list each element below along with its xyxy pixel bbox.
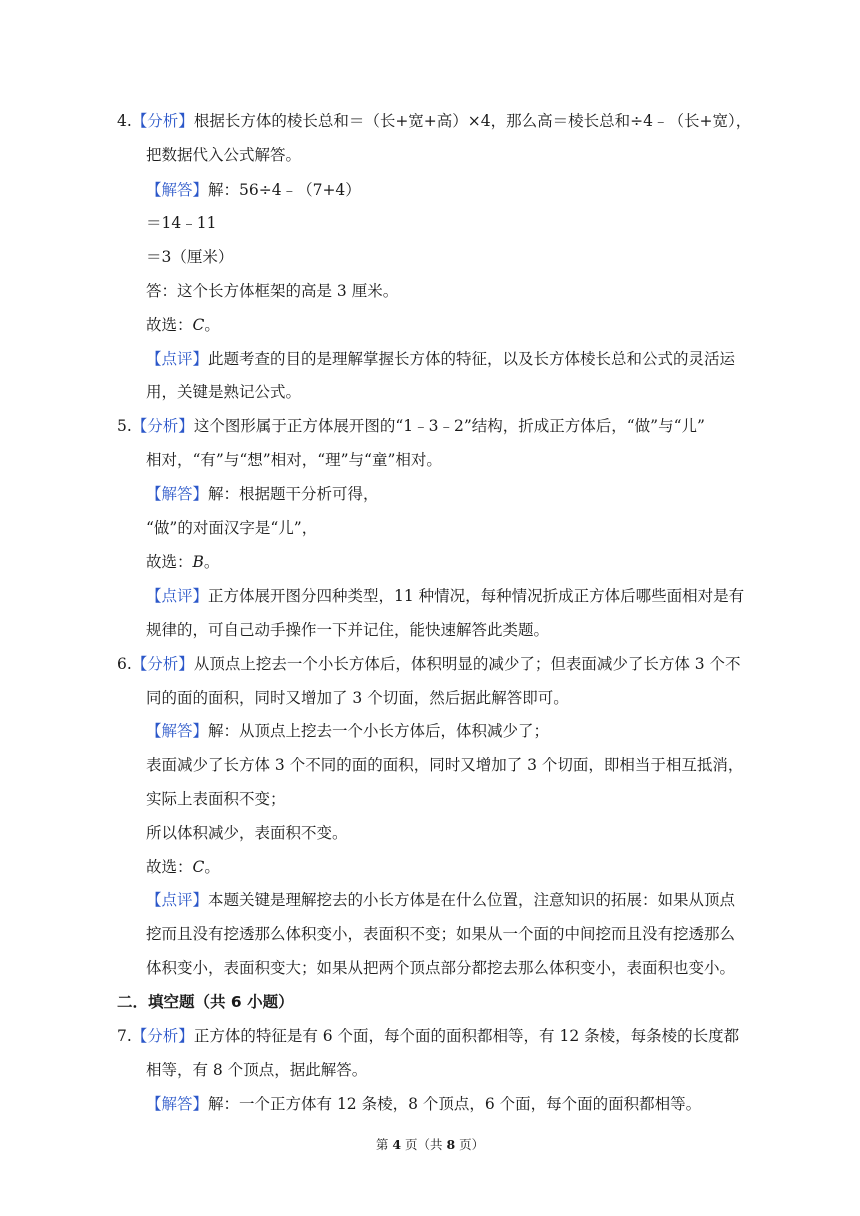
q7-answer-text: 解：一个正方体有 12 条棱，8 个顶点，6 个面，每个面的面积都相等。 [208,1095,702,1113]
q6-answer-line1 [146,721,549,741]
q6-comment-text: 本题关键是理解挖去的小长方体是在什么位置，注意知识的拓展：如果从顶点 [208,891,736,909]
q4-analysis-line2: 把数据代入公式解答。 [146,146,302,164]
q4-analysis-text: 根据长方体的棱长总和＝（长+宽+高）×4，那么高＝棱长总和÷4﹣（长+宽）， [193,112,752,130]
q6-analysis-line2: 同的面的面积，同时又增加了 3 个切面，然后据此解答即可。 [146,689,569,707]
page-total: 8 [446,1137,456,1152]
q6-choice [146,857,220,877]
q4-analysis-line1 [117,111,751,131]
q4-answer-text: 解：56÷4﹣（7+4） [208,181,361,199]
comment-tag: 【点评】 [146,350,209,368]
q5-comment-text: 正方体展开图分四种类型，11 种情况，每种情况折成正方体后哪些面相对是有 [208,587,745,605]
answer-tag: 【解答】 [146,485,209,503]
q6-comment-line2: 挖而且没有挖透那么体积变小，表面积不变；如果从一个面的中间挖而且没有挖透那么 [146,925,736,943]
q4-answer-line2: ＝14﹣11 [146,214,217,232]
q5-answer-line1 [146,484,379,504]
choice-letter: C [192,316,205,334]
choice-prefix: 故选： [146,553,193,571]
footer-suffix: 页） [455,1137,485,1152]
answer-tag: 【解答】 [146,1095,209,1113]
q4-comment-line2: 用，关键是熟记公式。 [146,383,302,401]
q4-answer-line3: ＝3（厘米） [146,248,234,266]
section-heading: 二．填空题（共 6 小题） [117,993,294,1011]
analysis-tag: 【分析】 [131,112,194,130]
choice-suffix: 。 [203,553,220,571]
choice-letter: C [192,858,205,876]
q6-answer-line3: 实际上表面积不变； [146,790,286,808]
analysis-tag: 【分析】 [131,655,194,673]
q6-number: 6. [117,655,132,673]
q7-answer-line1 [146,1094,701,1114]
q6-answer-line2: 表面减少了长方体 3 个不同的面的面积，同时又增加了 3 个切面，即相当于相互抵消， [146,756,744,774]
q5-number: 5. [117,417,132,435]
q4-answer-line1 [146,180,361,200]
q5-comment-line1 [146,586,744,606]
analysis-tag: 【分析】 [131,417,194,435]
q4-answer-line4: 答：这个长方体框架的高是 3 厘米。 [146,282,399,300]
q4-number: 4. [117,112,132,130]
analysis-tag: 【分析】 [131,1027,194,1045]
choice-prefix: 故选： [146,858,193,876]
answer-tag: 【解答】 [146,181,209,199]
q5-analysis-line2: 相对，“有”与“想”相对，“理”与“童”相对。 [146,451,442,469]
page-footer [0,1135,860,1153]
q6-answer-line4: 所以体积减少，表面积不变。 [146,824,348,842]
q4-comment-text: 此题考查的目的是理解掌握长方体的特征，以及长方体棱长总和公式的灵活运 [208,350,736,368]
footer-middle: 页（共 [401,1137,447,1152]
answer-tag: 【解答】 [146,722,209,740]
q7-analysis-line1 [117,1026,739,1046]
q7-analysis-text: 正方体的特征是有 6 个面，每个面的面积都相等，有 12 条棱，每条棱的长度都 [193,1027,740,1045]
choice-suffix: 。 [204,858,220,876]
q7-analysis-line2: 相等，有 8 个顶点，据此解答。 [146,1061,368,1079]
q6-comment-line1 [146,890,735,910]
footer-prefix: 第 [375,1137,393,1152]
page-number: 4 [392,1137,402,1152]
q7-number: 7. [117,1027,132,1045]
q5-comment-line2: 规律的，可自己动手操作一下并记住，能快速解答此类题。 [146,621,550,639]
q5-answer-line2: “做”的对面汉字是“儿”， [146,519,318,537]
q5-choice [146,552,219,572]
q4-comment-line1 [146,349,735,369]
q6-analysis-text: 从顶点上挖去一个小长方体后，体积明显的减少了；但表面减少了长方体 3 个不 [193,655,741,673]
comment-tag: 【点评】 [146,891,209,909]
q6-analysis-line1 [117,654,741,674]
choice-suffix: 。 [204,316,220,334]
q6-answer-text: 解：从顶点上挖去一个小长方体后，体积减少了； [208,722,550,740]
q4-choice [146,315,220,335]
choice-prefix: 故选： [146,316,193,334]
q5-answer-text: 解：根据题干分析可得， [208,485,379,503]
comment-tag: 【点评】 [146,587,209,605]
choice-letter: B [192,553,204,571]
q5-analysis-text: 这个图形属于正方体展开图的“1﹣3﹣2”结构，折成正方体后，“做”与“儿” [193,417,705,435]
q6-comment-line3: 体积变小，表面积变大；如果从把两个顶点部分都挖去那么体积变小，表面积也变小。 [146,959,736,977]
q5-analysis-line1 [117,416,705,436]
